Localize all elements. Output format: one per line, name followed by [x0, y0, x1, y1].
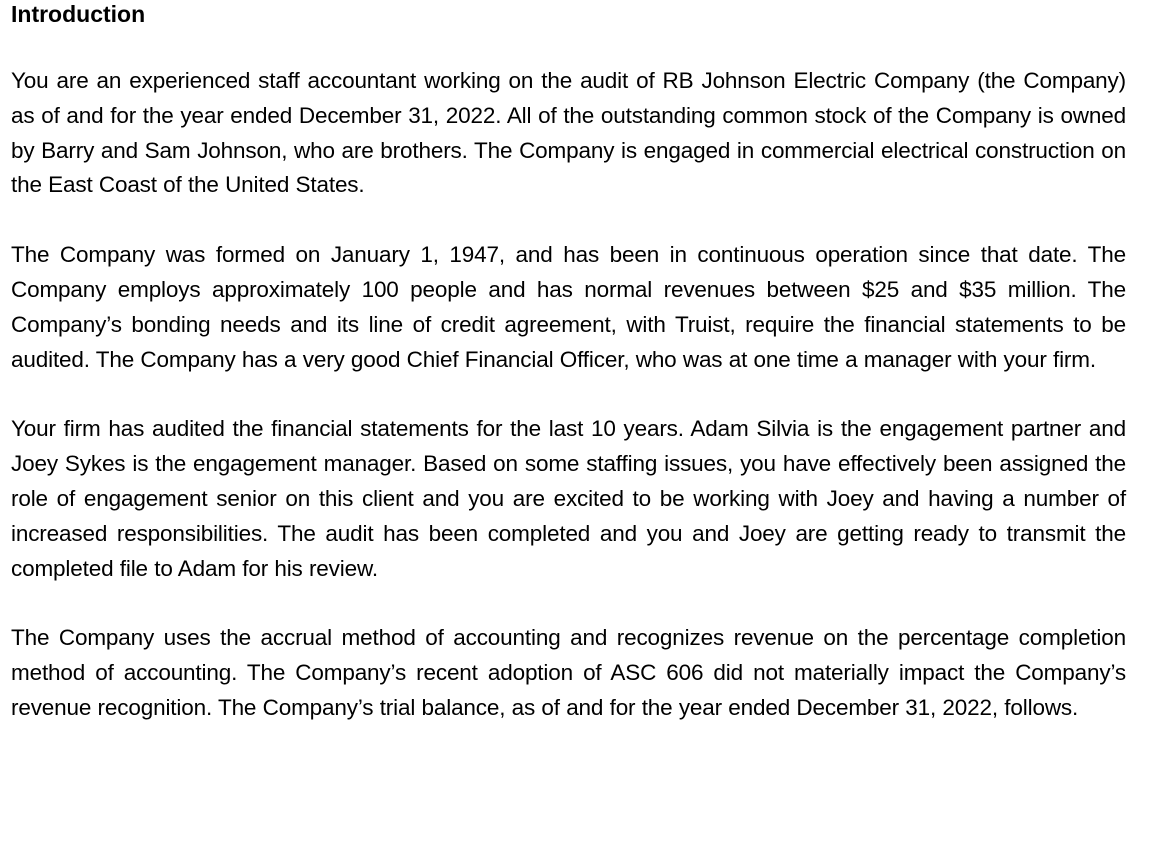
paragraph-accounting-method: The Company uses the accrual method of accounting and recognizes revenue on the percentage completion method of accounting. The Company’s recent adoption of ASC 606 did not materially impact the Company’s revenue recognition. The Company’s trial balance, as of and for the year ended December 31, 2022, follows.: [11, 625, 1126, 720]
paragraph-engagement-overview: You are an experienced staff accountant working on the audit of RB Johnson Electric Company (the Company) as of and for the year ended December 31, 2022. All of the outstanding common stock of the Company is owned by Barry and Sam Johnson, who are brothers. The Company is engaged in commercial electrical construction on the East Coast of the United States.: [11, 68, 1126, 198]
paragraph-audit-team: Your firm has audited the financial statements for the last 10 years. Adam Silvia is the engagement partner and Joey Sykes is the engagement manager. Based on some staffing issues, you have effectively been assigned the role of engagement senior on this client and you are excited to be working with Joey and having a number of increased responsibilities. The audit has been completed and you and Joey are getting ready to transmit the completed file to Adam for his review.: [11, 416, 1126, 581]
section-heading: Introduction: [11, 1, 146, 27]
paragraph-company-background: The Company was formed on January 1, 1947, and has been in continuous operation since that date. The Company employs approximately 100 people and has normal revenues between $25 and $35 million. The Company’s bonding needs and its line of credit agreement, with Truist, require the financial statements to be audited. The Company has a very good Chief Financial Officer, who was at one time a manager with your firm.: [11, 242, 1126, 372]
